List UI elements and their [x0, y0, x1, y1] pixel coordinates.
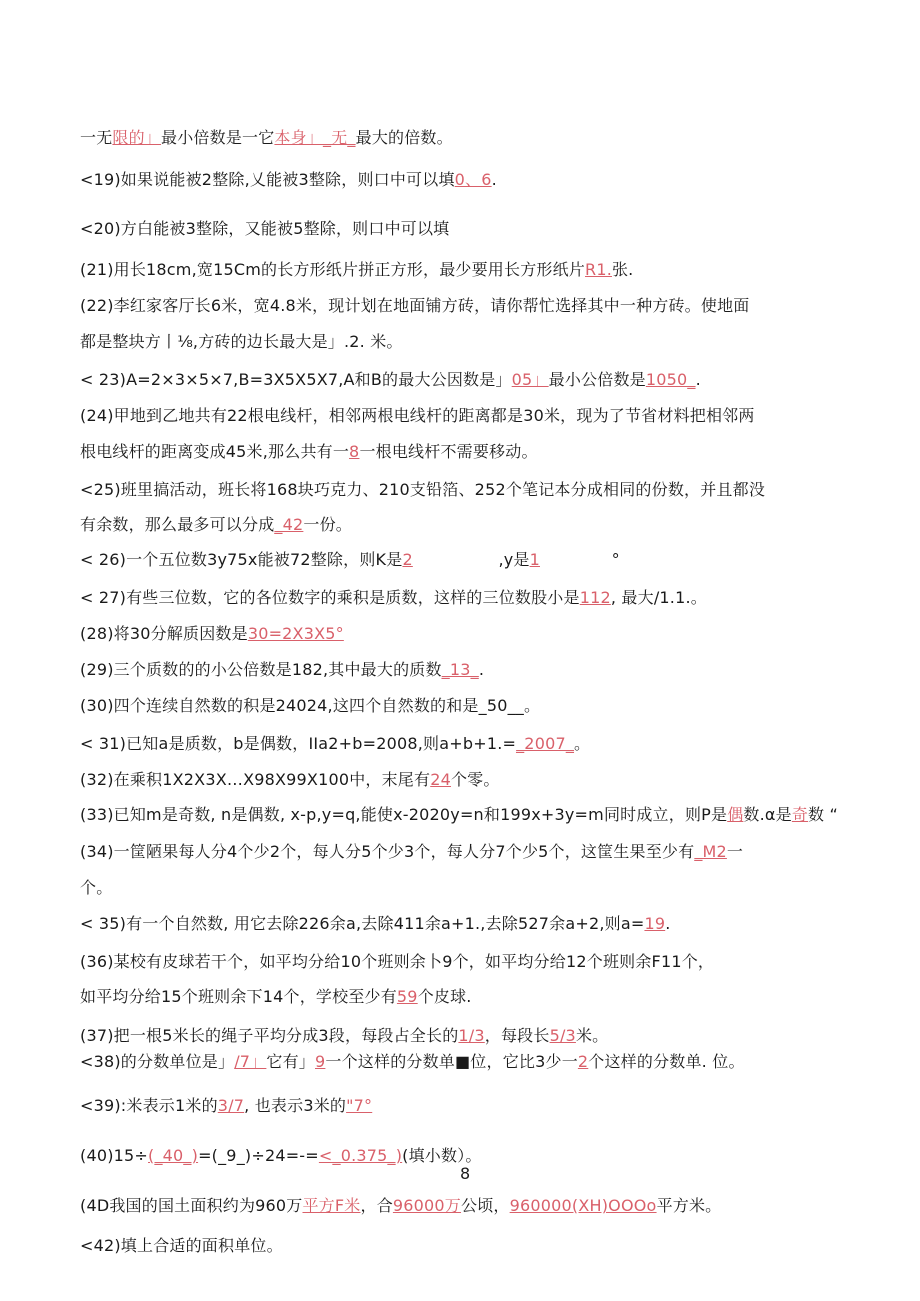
- question-text: °: [611, 550, 620, 569]
- text-line: [80, 1052, 745, 1072]
- question-text: 一根电线杆不需要移动。: [359, 442, 538, 461]
- question-text: 如平均分给15个班则余下14个，学校至少有: [80, 987, 397, 1006]
- question-text: .: [695, 370, 701, 389]
- question-text: , 最大/1.1.。: [610, 588, 707, 607]
- text-line: [80, 734, 590, 754]
- answer-text: 8: [349, 442, 360, 461]
- question-text: (24)甲地到乙地共有22根电线杆，相邻两根电线杆的距离都是30米，现为了节省材料把相邻两: [80, 406, 755, 425]
- answer-text: 奇: [791, 805, 809, 824]
- question-text: <20)方白能被3整除，又能被5整除，则口中可以填: [80, 219, 450, 238]
- text-line: [80, 696, 540, 716]
- question-text: (填小数）。: [402, 1146, 482, 1165]
- question-text: 米。: [575, 1026, 609, 1045]
- answer-text: 30=2X3X5°: [247, 624, 344, 643]
- question-text: 一个这样的分数单■位，它比3少一: [325, 1052, 578, 1071]
- answer-text: 1/3: [458, 1026, 485, 1045]
- question-text: .: [665, 914, 671, 933]
- answer-text: <_0.375_): [318, 1146, 403, 1165]
- text-line: [80, 1196, 721, 1216]
- question-text: 最大的倍数。: [355, 128, 453, 147]
- answer-text: 9: [315, 1052, 326, 1071]
- text-line: [460, 1164, 470, 1184]
- answer-text: 0、6: [454, 170, 492, 189]
- question-text: 。: [574, 734, 591, 753]
- answer-text: 960000(XH)OOOo: [509, 1196, 657, 1215]
- question-text: <19)如果说能被2整除,乂能被3整除，则口中可以填: [80, 170, 455, 189]
- answer-text: 平方F米: [302, 1196, 361, 1215]
- answer-text: 5/3: [549, 1026, 576, 1045]
- text-line: [80, 219, 449, 239]
- answer-text: 3/7: [217, 1096, 245, 1115]
- question-text: 数.α是: [743, 805, 792, 824]
- text-line: [80, 1146, 482, 1166]
- question-text: 一: [726, 842, 744, 861]
- question-text: (22)李红家客厅长6米，宽4.8米，现计划在地面铺方砖，请你帮忙选择其中一种方砖。使地面: [80, 296, 750, 315]
- question-text: 公顷，: [461, 1196, 510, 1215]
- question-text: < 31)已知a是质数，b是偶数，IIa2+b=2008,则a+b+1.=: [80, 734, 517, 753]
- answer-text: "7°: [346, 1096, 373, 1115]
- text-line: [80, 1026, 608, 1046]
- answer-text: /7」: [234, 1052, 267, 1071]
- text-line: [80, 170, 497, 190]
- question-text: 最小公倍数是: [548, 370, 646, 389]
- text-line: [80, 370, 701, 390]
- question-text: 一无: [80, 128, 113, 147]
- question-text: 平方米。: [656, 1196, 722, 1215]
- question-text: (30)四个连续自然数的积是24024,这四个自然数的和是_50__。: [80, 696, 541, 715]
- question-text: 有余数，那么最多可以分成: [80, 515, 275, 534]
- answer-text: 本身」_无_: [274, 128, 356, 147]
- text-line: [80, 128, 453, 148]
- question-text: (4D我国的国土面积约为960万: [80, 1196, 303, 1215]
- answer-text: 19: [644, 914, 666, 933]
- question-text: 一份。: [303, 515, 352, 534]
- question-text: < 35)有一个自然数, 用它去除226余a,去除411余a+1.,去除527余a+2,则a=: [80, 914, 645, 933]
- answer-text: 偶: [727, 805, 744, 824]
- question-text: .: [491, 170, 497, 189]
- answer-text: 1: [529, 550, 540, 569]
- answer-text: 1050_: [645, 370, 696, 389]
- text-line: [80, 878, 112, 898]
- question-text: ，每段长: [484, 1026, 550, 1045]
- answer-text: 24: [430, 770, 451, 789]
- question-text: < 23)A=2×3×5×7,B=3X5X5X7,A和B的最大公因数是」: [80, 370, 512, 389]
- answer-text: _M2: [694, 842, 727, 861]
- answer-text: _2007_: [516, 734, 575, 753]
- answer-text: 限的」: [112, 128, 162, 147]
- question-text: 都是整块方丨⅛,方砖的边长最大是」.2. 米。: [80, 332, 403, 351]
- question-text: 个零。: [450, 770, 500, 789]
- text-line: [80, 550, 620, 570]
- question-text: ,y是: [498, 550, 530, 569]
- question-text: (29)三个质数的的小公倍数是182,其中最大的质数: [80, 660, 442, 679]
- text-line: [80, 296, 749, 316]
- question-text: < 26)一个五位数3y75x能被72整除，则K是: [80, 550, 403, 569]
- question-text: .: [478, 660, 485, 679]
- question-text: 8: [460, 1164, 471, 1183]
- text-line: [80, 588, 707, 608]
- question-text: ，合: [360, 1196, 393, 1215]
- question-text: =(_9_)÷24=-=: [198, 1146, 319, 1165]
- text-line: [80, 987, 472, 1007]
- answer-text: 59: [396, 987, 418, 1006]
- text-line: [80, 624, 344, 644]
- answer-text: (_40_): [148, 1146, 199, 1165]
- text-line: [80, 515, 352, 535]
- text-line: [80, 952, 714, 972]
- question-text: <38)的分数单位是」: [80, 1052, 235, 1071]
- question-text: , 也表示3米的: [244, 1096, 347, 1115]
- answer-text: 2: [402, 550, 413, 569]
- answer-text: R1.: [585, 260, 612, 279]
- question-text: 根电线杆的距离变成45米,那么共有一: [80, 442, 350, 461]
- question-text: (32)在乘积1X2X3X…X98X99X100中，末尾有: [80, 770, 431, 789]
- question-text: <39):米表示1米的: [80, 1096, 218, 1115]
- question-text: (40)15÷: [80, 1146, 149, 1165]
- answer-text: 112: [579, 588, 611, 607]
- question-text: (36)某校有皮球若干个，如平均分给10个班则余卜9个，如平均分给12个班则余F11个，: [80, 952, 715, 971]
- question-text: < 27)有些三位数，它的各位数字的乘积是质数，这样的三位数股小是: [80, 588, 580, 607]
- question-text: 数 “: [808, 805, 839, 824]
- text-line: [80, 260, 633, 280]
- answer-text: 96000万: [392, 1196, 462, 1215]
- question-text: 它有」: [266, 1052, 315, 1071]
- question-text: (33)已知m是奇数, n是偶数, x-p,y=q,能使x-2020y=n和199x+3y=m同时成立，则P是: [80, 805, 728, 824]
- text-line: [80, 842, 743, 862]
- text-line: [80, 480, 765, 500]
- text-line: [80, 1236, 283, 1256]
- answer-text: _13_: [441, 660, 479, 679]
- question-text: (28)将30分解质因数是: [80, 624, 248, 643]
- question-text: <25)班里搞活动，班长将168块巧克力、210支铅箔、252个笔记本分成相同的份数，并且都没: [80, 480, 766, 499]
- question-text: 个。: [80, 878, 113, 897]
- text-line: [80, 770, 500, 790]
- answer-text: 05」: [511, 370, 549, 389]
- text-line: [80, 660, 484, 680]
- text-line: [80, 1096, 372, 1116]
- question-text: <42)填上合适的面积单位。: [80, 1236, 283, 1255]
- question-text: (37)把一根5米长的绳子平均分成3段，每段占全长的: [80, 1026, 459, 1045]
- question-text: 个皮球.: [417, 987, 472, 1006]
- question-text: (34)一筐陋果每人分4个少2个，每人分5个少3个，每人分7个少5个，这筐生果至少有: [80, 842, 695, 861]
- text-line: [80, 406, 755, 426]
- text-line: [80, 914, 671, 934]
- question-text: (21)用长18cm,宽15Cm的长方形纸片拼正方形，最少要用长方形纸片: [80, 260, 585, 279]
- text-line: [80, 442, 538, 462]
- question-text: 张.: [611, 260, 634, 279]
- text-line: [80, 805, 838, 825]
- text-line: [80, 332, 403, 352]
- answer-text: 2: [577, 1052, 589, 1071]
- question-text: 个这样的分数单. 位。: [588, 1052, 745, 1071]
- answer-text: _42: [274, 515, 304, 534]
- question-text: 最小倍数是一它: [161, 128, 275, 147]
